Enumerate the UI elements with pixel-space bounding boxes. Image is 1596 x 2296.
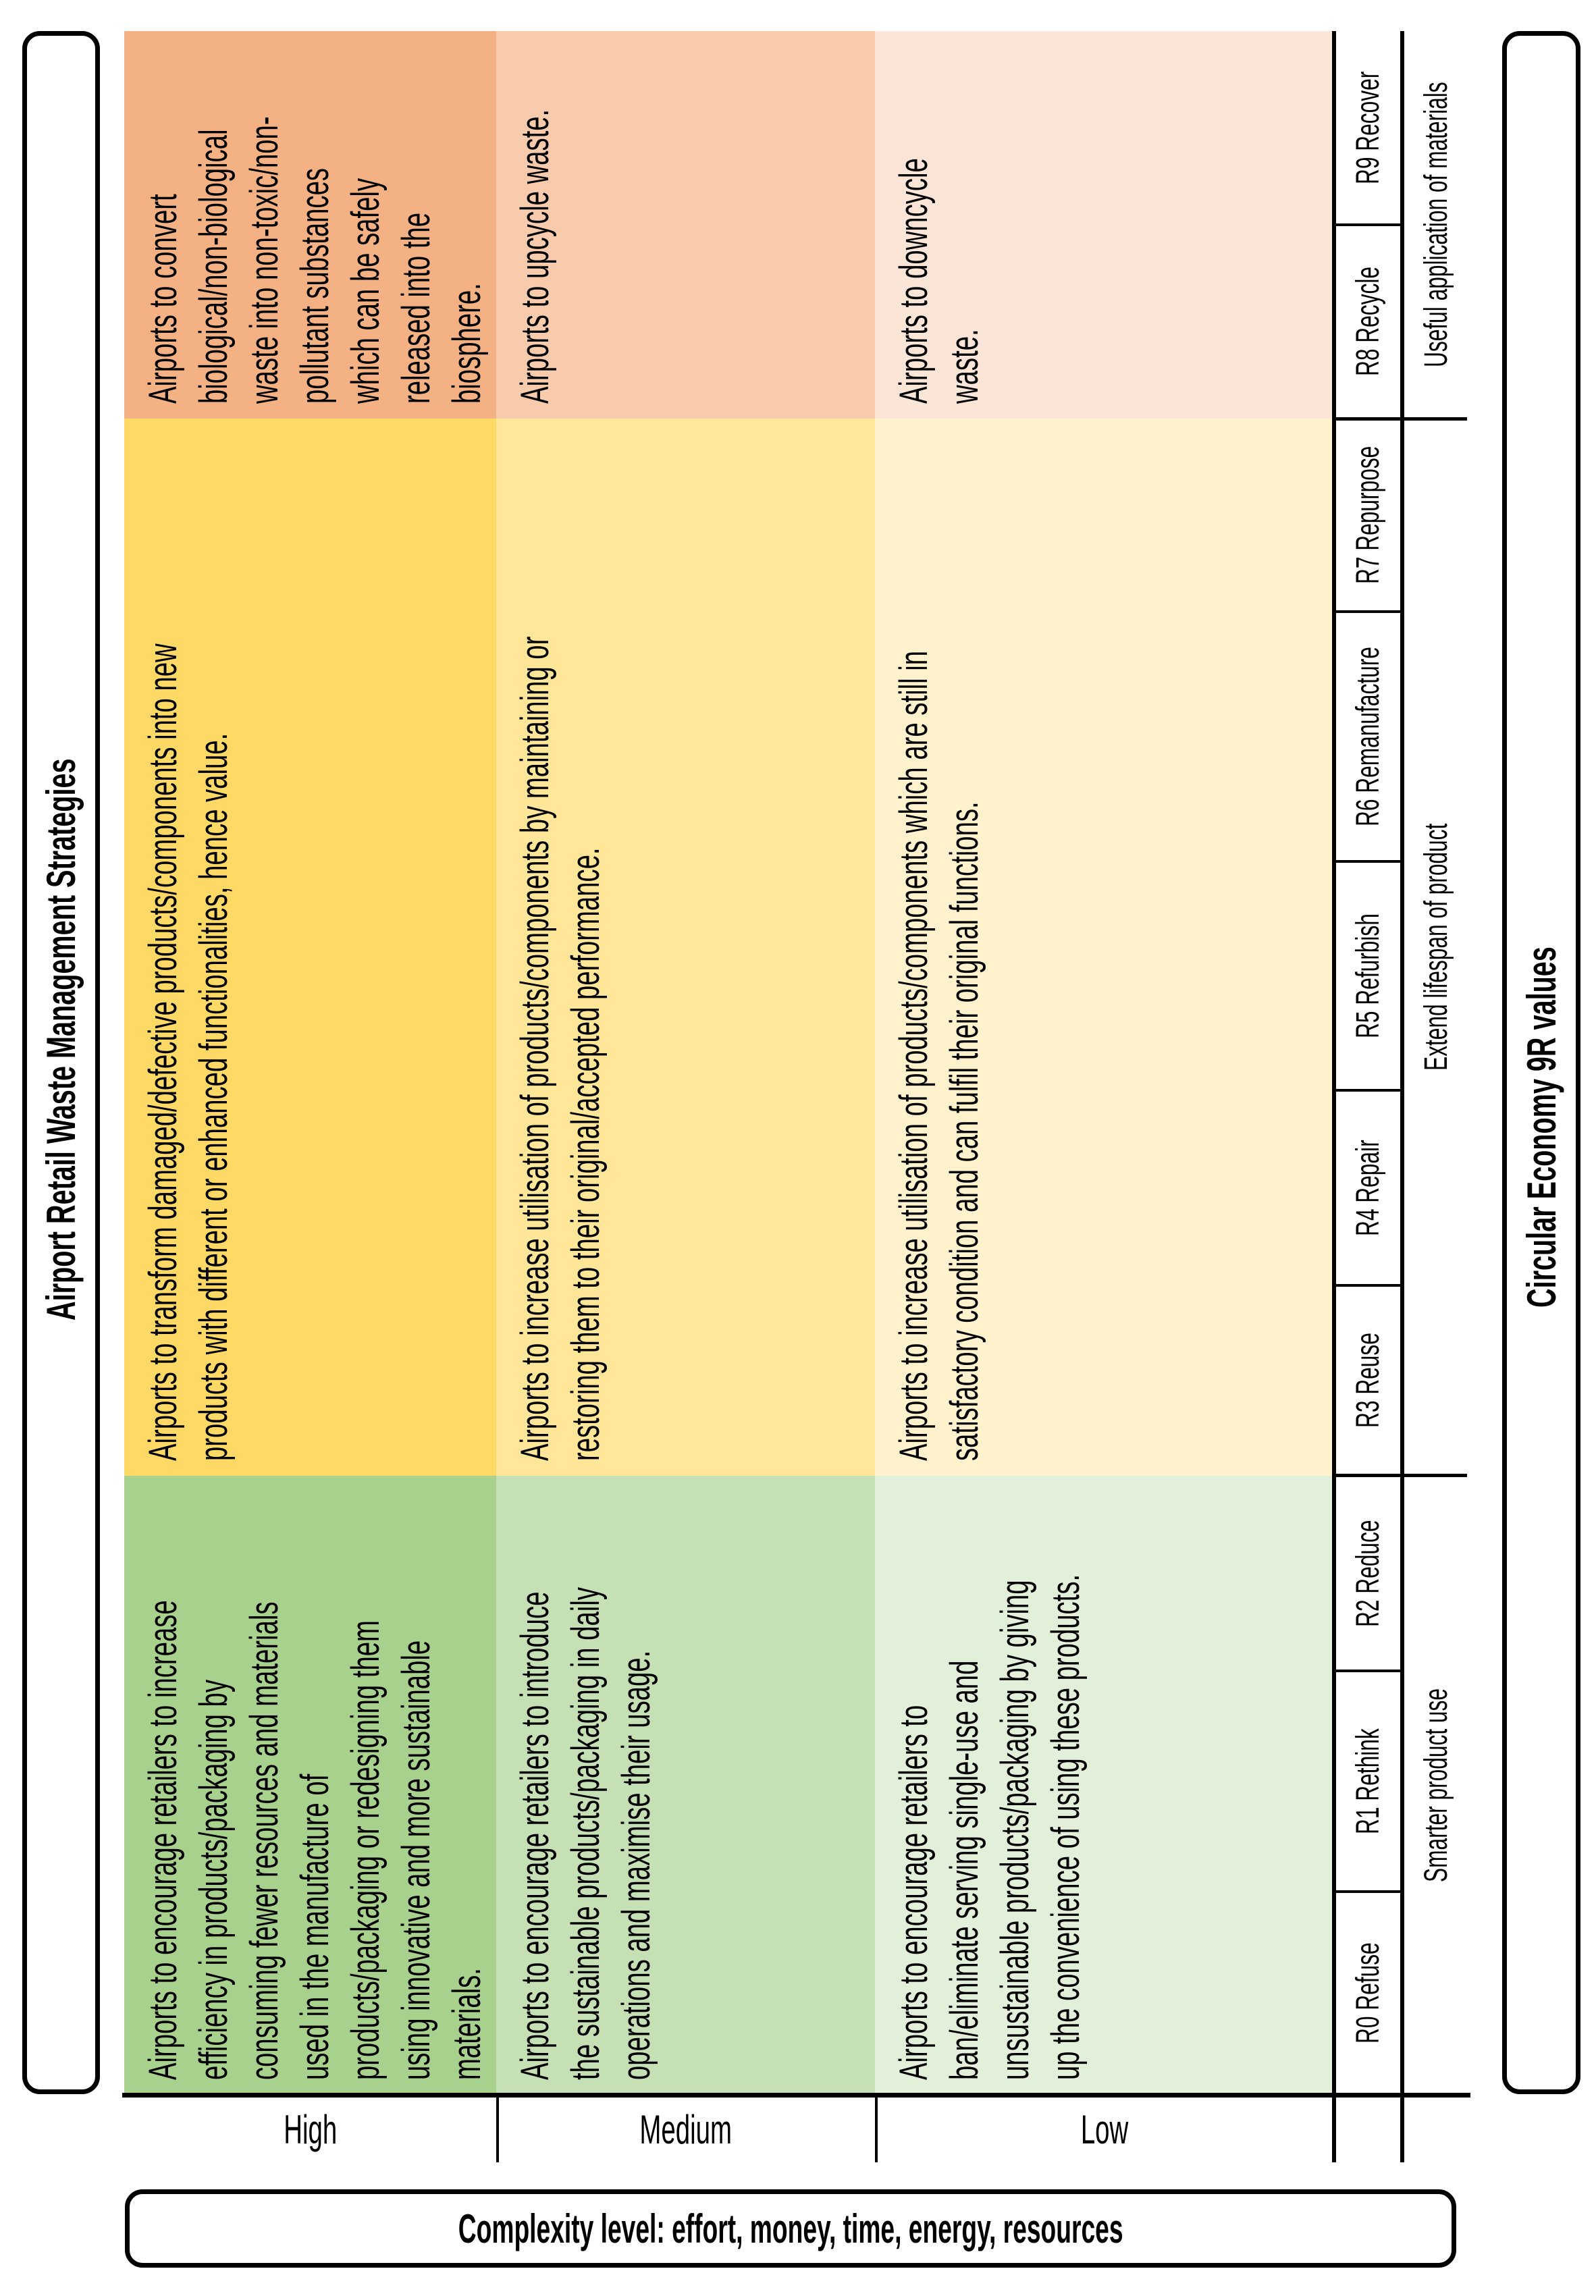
matrix-bottom-border (122, 2093, 1470, 2098)
description-line: pollutant substances (293, 167, 337, 404)
r-value-label: R9 Recover (1350, 71, 1386, 184)
r-separator (1334, 1890, 1403, 1893)
complexity-title: Complexity level: effort, money, time, energy, resources (458, 2206, 1123, 2251)
description-line: ban/eliminate serving single-use and (942, 1660, 986, 2080)
description-line: Airports to upcycle waste. (513, 109, 557, 404)
description-line: which can be safely (344, 178, 388, 404)
cell-smarter-use-low (875, 1476, 1334, 2095)
strategy-description (888, 158, 990, 404)
cell-smarter-use-medium (496, 1476, 875, 2095)
cell-recover-recycle-high (124, 31, 496, 419)
strategy-description (138, 116, 492, 404)
description-line: the sustainable products/packaging in daily (564, 1587, 608, 2080)
strategy-description (510, 109, 560, 404)
strategy-description (138, 1600, 492, 2080)
9r-values-title: Circular Economy 9R values (1518, 946, 1564, 1308)
r-column-right-border (1400, 31, 1404, 2162)
description-line: Airports to transform damaged/defective products/components into new (141, 643, 185, 1461)
cell-extend-lifespan-low (875, 419, 1334, 1476)
r-value-label: R5 Refurbish (1350, 913, 1386, 1038)
description-line: waste into non-toxic/non- (242, 116, 286, 404)
description-line: using innovative and more sustainable (394, 1640, 438, 2080)
description-line: unsustainable products/packaging by giving (993, 1580, 1037, 2080)
strategy-description (138, 643, 239, 1461)
description-line: products with different or enhanced functionalities, hence value. (192, 732, 236, 1461)
r-group-label: Useful application of materials (1418, 82, 1454, 368)
r-separator (1334, 1089, 1403, 1092)
description-line: products/packaging or redesigning them (344, 1620, 388, 2080)
r-separator (1334, 1284, 1403, 1287)
r-group-label: Smarter product use (1418, 1688, 1454, 1882)
description-line: Airports to downcycle (892, 158, 936, 404)
description-line: Airports to convert (141, 194, 185, 404)
r-group-label: Extend lifespan of product (1418, 823, 1454, 1071)
group-separator (1334, 1474, 1467, 1477)
complexity-title-box (125, 2189, 1456, 2268)
r-column-left-border (1332, 31, 1336, 2162)
r-separator (1334, 860, 1403, 863)
cell-extend-lifespan-medium (496, 419, 875, 1476)
description-line: consuming fewer resources and materials (242, 1601, 286, 2080)
description-line: up the convenience of using these products. (1044, 1574, 1088, 2080)
r-value-label: R4 Repair (1350, 1140, 1386, 1236)
description-line: biosphere. (445, 283, 489, 404)
r-value-label: R3 Reuse (1350, 1333, 1386, 1429)
description-line: materials. (445, 1968, 489, 2080)
level-label-high: High (284, 2107, 337, 2152)
r-value-label: R7 Repurpose (1350, 446, 1386, 585)
level-label-low: Low (1080, 2107, 1129, 2152)
description-line: biological/non-biological (192, 129, 236, 404)
r-separator (1334, 223, 1403, 226)
strategy-description (510, 637, 611, 1461)
r-value-label: R0 Refuse (1350, 1942, 1386, 2044)
r-value-label: R1 Rethink (1350, 1728, 1386, 1834)
description-line: efficiency in products/packaging by (192, 1680, 236, 2080)
r-separator (1334, 1670, 1403, 1672)
description-line: Airports to increase utilisation of products/components by maintaining or (513, 636, 557, 1461)
description-line: Airports to increase utilisation of products/components which are still in (892, 650, 936, 1462)
description-line: satisfactory condition and can fulfil their original functions. (942, 801, 986, 1461)
strategy-description (888, 651, 990, 1461)
cell-recover-recycle-low (875, 31, 1334, 419)
r-value-label: R2 Reduce (1350, 1520, 1386, 1627)
description-line: operations and maximise their usage. (614, 1650, 658, 2080)
description-line: restoring them to their original/accepted performance. (564, 847, 608, 1461)
r-separator (1334, 610, 1403, 613)
description-line: waste. (942, 329, 986, 404)
description-line: Airports to encourage retailers to (892, 1705, 936, 2080)
description-line: released into the (394, 212, 438, 404)
cell-recover-recycle-medium (496, 31, 875, 419)
strategies-title: Airport Retail Waste Management Strategies (38, 758, 84, 1321)
group-separator (1334, 417, 1467, 421)
description-line: used in the manufacture of (293, 1773, 337, 2080)
cell-smarter-use-high (124, 1476, 496, 2095)
level-label-medium: Medium (639, 2107, 732, 2152)
r-value-label: R6 Remanufacture (1350, 647, 1386, 826)
strategy-description (888, 1574, 1091, 2080)
description-line: Airports to encourage retailers to introduce (513, 1591, 557, 2080)
strategy-description (510, 1587, 662, 2080)
r-value-label: R8 Recycle (1350, 267, 1386, 377)
description-line: Airports to encourage retailers to increase (141, 1600, 185, 2080)
cell-extend-lifespan-high (124, 419, 496, 1476)
